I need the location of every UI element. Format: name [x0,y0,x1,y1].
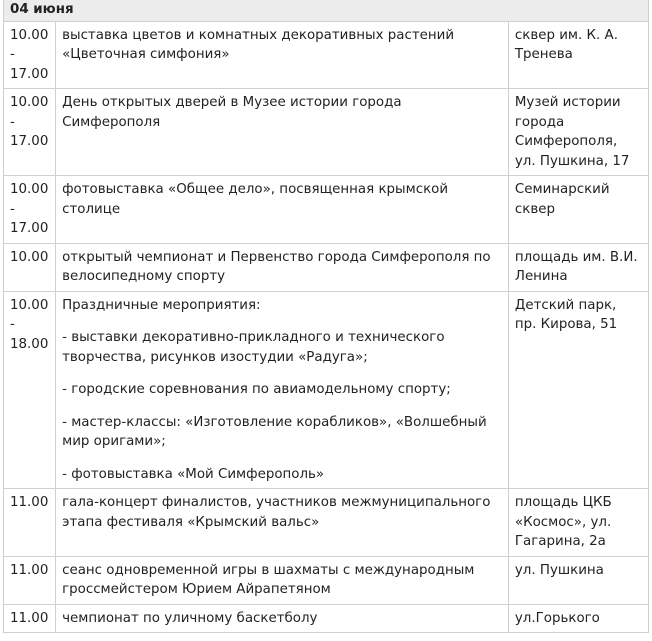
event-description-paragraph: чемпионат по уличному баскетболу [62,610,318,626]
event-description-paragraph: открытый чемпионат и Первенство города Симферополя по велосипедному спорту [62,249,491,284]
table-row [4,243,649,291]
event-time-part: - [10,317,15,332]
event-description-paragraph: гала-концерт финалистов, участников межмуниципального этапа фестиваля «Крымский вальс» [62,495,491,530]
event-time-part: 10.00 [10,95,49,110]
event-time [4,89,56,176]
table-row [4,604,649,633]
event-description-paragraph: День открытых дверей в Музее истории города Симферополя [62,95,402,130]
event-time-part: 10.00 [10,249,49,265]
event-time-part: - [10,201,15,217]
event-location: ул. Пушкина [508,556,648,604]
event-time-part: 17.00 [10,134,49,149]
event-location: Детский парк, пр. Кирова, 51 [508,291,648,489]
event-description-paragraph: Праздничные мероприятия: [62,297,261,313]
event-description-paragraph: - мастер-классы: «Изготовление корабликов», «Волшебный мир оригами»; [62,414,487,449]
event-time [4,556,56,604]
table-row [4,489,649,557]
event-description [56,176,509,244]
date-header-row [4,0,649,21]
event-time-part: - [10,47,15,62]
event-time-part: 18.00 [10,336,49,352]
event-time [4,489,56,557]
event-time-part: 10.00 [10,27,49,43]
event-description [56,21,509,89]
event-time [4,243,56,291]
table-row [4,21,649,89]
event-description-paragraph: - выставки декоративно-прикладного и технического творчества, рисунков изостудии «Радуга»; [62,330,445,365]
event-description-paragraph: фотовыставка «Общее дело», посвященная крымской столице [62,182,449,217]
event-description-paragraph: сеанс одновременной игры в шахматы с международным гроссмейстером Юрием Айрапетяном [62,562,475,597]
event-location: ул.Горького [508,604,648,633]
event-time-part: 17.00 [10,221,49,236]
event-time [4,291,56,489]
event-location: площадь им. В.И. Ленина [508,243,648,291]
event-time-part: 10.00 [10,182,49,197]
table-row [4,556,649,604]
event-time-part: - [10,114,15,130]
event-location: Семинарский сквер [508,176,648,244]
event-description [56,243,509,291]
schedule-table [3,0,649,633]
event-description-paragraph: выставка цветов и комнатных декоративных растений «Цветочная симфония» [62,27,455,62]
event-time [4,604,56,633]
event-time-part: 11.00 [10,495,49,510]
table-row [4,89,649,176]
event-description-paragraph: - фотовыставка «Мой Симферополь» [62,466,325,482]
event-time [4,176,56,244]
event-description [56,489,509,557]
event-time-part: 11.00 [10,610,49,626]
event-description [56,604,509,633]
event-description [56,89,509,176]
event-time [4,21,56,89]
event-description [56,556,509,604]
event-description [56,291,509,489]
event-location: Музей истории города Симферополя, ул. Пушкина, 17 [508,89,648,176]
event-location: площадь ЦКБ «Космос», ул. Гагарина, 2а [508,489,648,557]
event-time-part: 10.00 [10,297,49,313]
event-time-part: 17.00 [10,66,49,82]
event-time-part: 11.00 [10,562,49,578]
date-header: 04 июня [4,0,649,21]
table-row [4,176,649,244]
event-description-paragraph: - городские соревнования по авиамодельному спорту; [62,382,451,397]
event-location: сквер им. К. А. Тренева [508,21,648,89]
table-row [4,291,649,489]
